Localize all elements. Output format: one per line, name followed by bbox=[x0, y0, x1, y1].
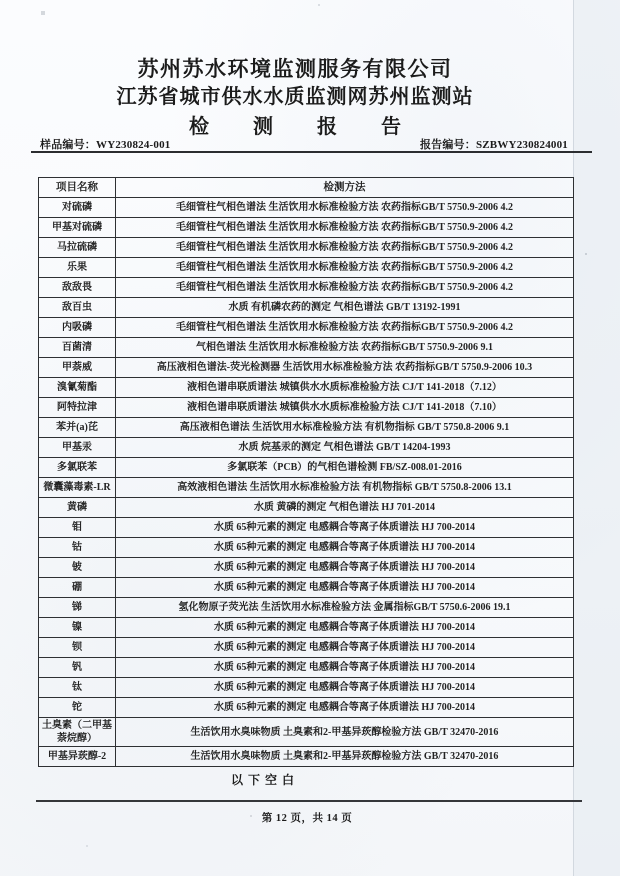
item-name-cell: 敌百虫 bbox=[39, 298, 116, 318]
item-name-cell: 对硫磷 bbox=[39, 198, 116, 218]
table-header-row bbox=[39, 178, 574, 198]
item-name-cell: 敌敌畏 bbox=[39, 278, 116, 298]
item-name-cell: 铊 bbox=[39, 698, 116, 718]
method-cell: 水质 烷基汞的测定 气相色谱法 GB/T 14204-1993 bbox=[116, 438, 574, 458]
table-row bbox=[39, 398, 574, 418]
report-meta-row bbox=[40, 136, 568, 152]
table-row bbox=[39, 198, 574, 218]
method-cell: 水质 65种元素的测定 电感耦合等离子体质谱法 HJ 700-2014 bbox=[116, 538, 574, 558]
item-name-cell: 微囊藻毒素-LR bbox=[39, 478, 116, 498]
method-cell: 毛细管柱气相色谱法 生活饮用水标准检验方法 农药指标GB/T 5750.9-2006 4.2 bbox=[116, 198, 574, 218]
table-row bbox=[39, 358, 574, 378]
table-row bbox=[39, 598, 574, 618]
method-cell: 生活饮用水臭味物质 土臭素和2-甲基异莰醇检验方法 GB/T 32470-2016 bbox=[116, 718, 574, 747]
sample-number-label: 样品编号： bbox=[40, 139, 96, 151]
table-row bbox=[39, 318, 574, 338]
report-number-label: 报告编号： bbox=[419, 139, 476, 151]
method-cell: 水质 65种元素的测定 电感耦合等离子体质谱法 HJ 700-2014 bbox=[116, 618, 574, 638]
company-name: 苏州苏水环境监测服务有限公司 bbox=[137, 57, 453, 81]
method-cell: 水质 65种元素的测定 电感耦合等离子体质谱法 HJ 700-2014 bbox=[116, 658, 574, 678]
table-row bbox=[39, 698, 574, 718]
table-row bbox=[39, 718, 574, 747]
item-name-cell: 土臭素（二甲基萘烷醇） bbox=[39, 718, 116, 747]
item-name-cell: 乐果 bbox=[39, 258, 116, 278]
table-row bbox=[39, 747, 574, 767]
item-name-cell: 钡 bbox=[39, 638, 116, 658]
item-name-cell: 内吸磷 bbox=[39, 318, 116, 338]
item-name-cell: 多氯联苯 bbox=[39, 458, 116, 478]
item-name-cell: 阿特拉津 bbox=[39, 398, 116, 418]
method-cell: 水质 65种元素的测定 电感耦合等离子体质谱法 HJ 700-2014 bbox=[116, 698, 574, 718]
item-name-cell: 甲基对硫磷 bbox=[39, 218, 116, 238]
method-cell: 水质 黄磷的测定 气相色谱法 HJ 701-2014 bbox=[116, 498, 574, 518]
method-cell: 高效液相色谱法 生活饮用水标准检验方法 有机物指标 GB/T 5750.8-2006 13.1 bbox=[116, 478, 574, 498]
method-cell: 毛细管柱气相色谱法 生活饮用水标准检验方法 农药指标GB/T 5750.9-2006 4.2 bbox=[116, 318, 574, 338]
methods-table bbox=[38, 177, 574, 767]
item-name-cell: 甲基异莰醇-2 bbox=[39, 747, 116, 767]
method-cell: 水质 65种元素的测定 电感耦合等离子体质谱法 HJ 700-2014 bbox=[116, 558, 574, 578]
item-name-cell: 苯并(a)芘 bbox=[39, 418, 116, 438]
table-row bbox=[39, 238, 574, 258]
footer-divider-rule bbox=[36, 800, 582, 802]
table-row bbox=[39, 298, 574, 318]
item-name-cell: 钼 bbox=[39, 518, 116, 538]
table-row bbox=[39, 338, 574, 358]
table-row bbox=[39, 378, 574, 398]
table-row bbox=[39, 618, 574, 638]
table-row bbox=[39, 458, 574, 478]
report-number bbox=[420, 136, 568, 152]
item-name-cell: 甲萘威 bbox=[39, 358, 116, 378]
sample-number-value: WY230824-001 bbox=[96, 139, 171, 151]
table-row bbox=[39, 478, 574, 498]
item-name-cell: 铍 bbox=[39, 558, 116, 578]
item-name-cell: 钴 bbox=[39, 538, 116, 558]
item-name-cell: 百菌清 bbox=[39, 338, 116, 358]
method-cell: 毛细管柱气相色谱法 生活饮用水标准检验方法 农药指标GB/T 5750.9-2006 4.2 bbox=[116, 238, 574, 258]
table-row bbox=[39, 258, 574, 278]
method-cell: 毛细管柱气相色谱法 生活饮用水标准检验方法 农药指标GB/T 5750.9-2006 4.2 bbox=[116, 278, 574, 298]
method-cell: 氢化物原子荧光法 生活饮用水标准检验方法 金属指标GB/T 5750.6-2006 19.1 bbox=[116, 598, 574, 618]
method-cell: 气相色谱法 生活饮用水标准检验方法 农药指标GB/T 5750.9-2006 9.1 bbox=[116, 338, 574, 358]
method-cell: 水质 65种元素的测定 电感耦合等离子体质谱法 HJ 700-2014 bbox=[116, 678, 574, 698]
method-cell: 水质 65种元素的测定 电感耦合等离子体质谱法 HJ 700-2014 bbox=[116, 638, 574, 658]
method-cell: 高压液相色谱法 生活饮用水标准检验方法 有机物指标 GB/T 5750.8-2006 9.1 bbox=[116, 418, 574, 438]
column-header-method: 检测方法 bbox=[116, 178, 574, 198]
table-row bbox=[39, 678, 574, 698]
item-name-cell: 黄磷 bbox=[39, 498, 116, 518]
item-name-cell: 锑 bbox=[39, 598, 116, 618]
report-header bbox=[0, 56, 590, 140]
table-row bbox=[39, 518, 574, 538]
table-row bbox=[39, 658, 574, 678]
table-row bbox=[39, 438, 574, 458]
report-title: 检测报告 bbox=[189, 116, 445, 139]
table-row bbox=[39, 498, 574, 518]
item-name-cell: 甲基汞 bbox=[39, 438, 116, 458]
scan-artifacts bbox=[0, 0, 2, 2]
page-number: 第 12 页，共 14 页 bbox=[261, 813, 353, 824]
sample-number bbox=[40, 136, 171, 152]
station-name: 江苏省城市供水水质监测网苏州监测站 bbox=[116, 86, 474, 109]
column-header-item-name: 项目名称 bbox=[39, 178, 116, 198]
method-cell: 水质 65种元素的测定 电感耦合等离子体质谱法 HJ 700-2014 bbox=[116, 518, 574, 538]
item-name-cell: 马拉硫磷 bbox=[39, 238, 116, 258]
item-name-cell: 溴氰菊酯 bbox=[39, 378, 116, 398]
table-row bbox=[39, 558, 574, 578]
header-divider-rule bbox=[31, 151, 592, 153]
method-cell: 毛细管柱气相色谱法 生活饮用水标准检验方法 农药指标GB/T 5750.9-2006 4.2 bbox=[116, 218, 574, 238]
method-cell: 液相色谱串联质谱法 城镇供水水质标准检验方法 CJ/T 141-2018（7.10） bbox=[116, 398, 574, 418]
table-row bbox=[39, 638, 574, 658]
method-cell: 水质 有机磷农药的测定 气相色谱法 GB/T 13192-1991 bbox=[116, 298, 574, 318]
table-row bbox=[39, 578, 574, 598]
method-cell: 高压液相色谱法-荧光检测器 生活饮用水标准检验方法 农药指标GB/T 5750.9-2006 10.3 bbox=[116, 358, 574, 378]
below-blank-note: 以下空白 bbox=[230, 773, 299, 787]
method-cell: 多氯联苯（PCB）的气相色谱检测 FB/SZ-008.01-2016 bbox=[116, 458, 574, 478]
method-cell: 水质 65种元素的测定 电感耦合等离子体质谱法 HJ 700-2014 bbox=[116, 578, 574, 598]
methods-table-head bbox=[39, 178, 574, 198]
item-name-cell: 钒 bbox=[39, 658, 116, 678]
methods-table-body bbox=[39, 198, 574, 767]
table-row bbox=[39, 278, 574, 298]
item-name-cell: 钛 bbox=[39, 678, 116, 698]
method-cell: 生活饮用水臭味物质 土臭素和2-甲基异莰醇检验方法 GB/T 32470-2016 bbox=[116, 747, 574, 767]
table-row bbox=[39, 538, 574, 558]
method-cell: 毛细管柱气相色谱法 生活饮用水标准检验方法 农药指标GB/T 5750.9-2006 4.2 bbox=[116, 258, 574, 278]
item-name-cell: 镍 bbox=[39, 618, 116, 638]
report-number-value: SZBWY230824001 bbox=[475, 139, 568, 151]
table-row bbox=[39, 218, 574, 238]
item-name-cell: 硼 bbox=[39, 578, 116, 598]
table-row bbox=[39, 418, 574, 438]
method-cell: 液相色谱串联质谱法 城镇供水水质标准检验方法 CJ/T 141-2018（7.12） bbox=[116, 378, 574, 398]
